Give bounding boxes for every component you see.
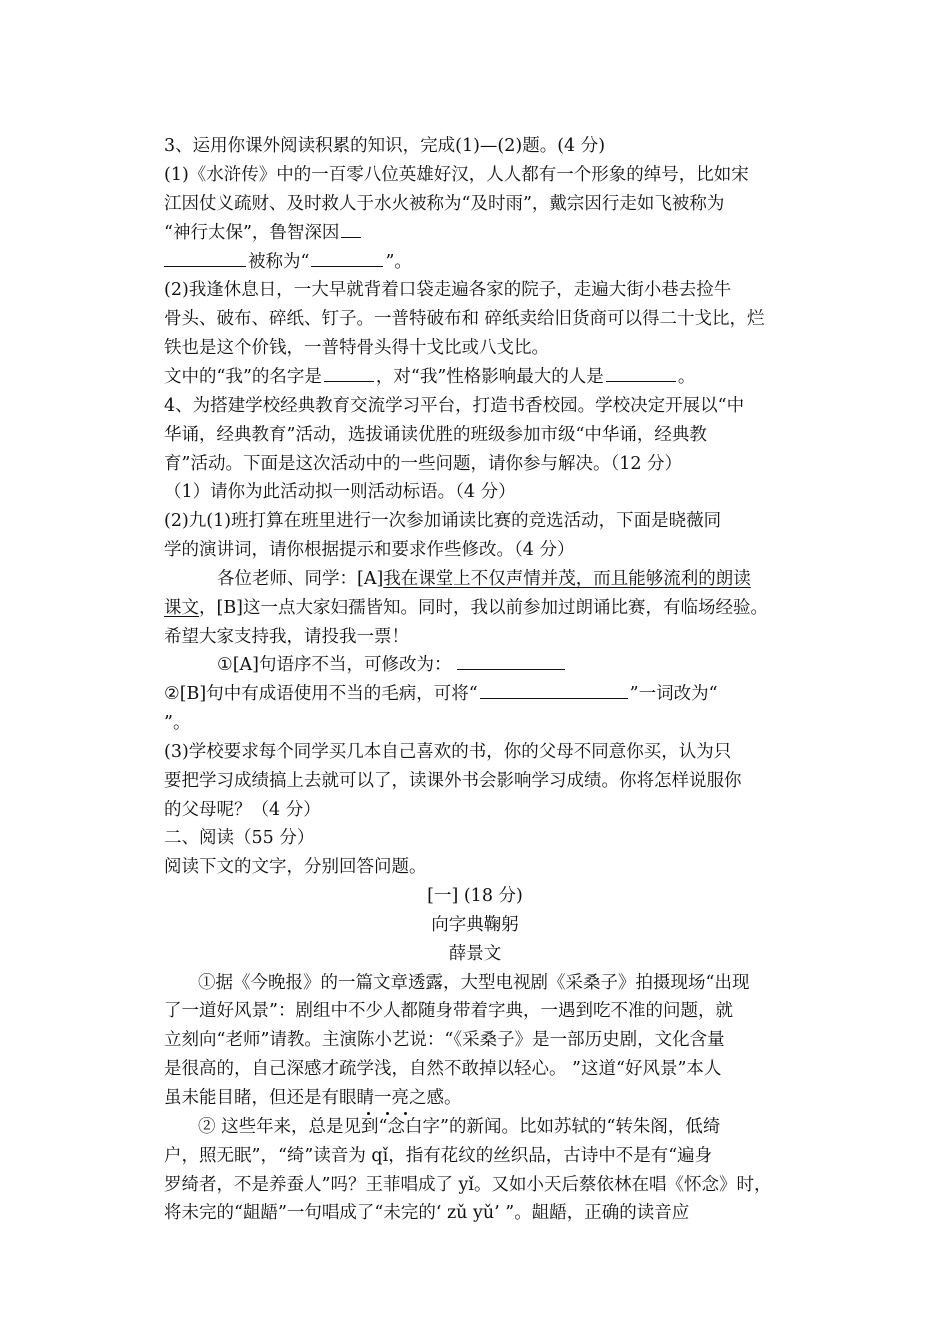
article-author: 薛景文 [448,944,502,964]
q3-p1-text: “神行太保”，鲁智深因 [164,223,340,243]
q4-line: 育”活动。下面是这次活动中的一些问题，请你参与解决。（12 分） [164,454,683,474]
q4-sub2-line: 学的演讲词，请你根据提示和要求作些修改。（4 分） [164,540,575,560]
article-title: 向字典鞠躬 [431,915,519,935]
para2-line: ② 这些年来，总是见到“念白字”的新闻。比如苏轼的“转朱阁，低绮 [198,1117,721,1137]
speech-line [217,565,751,594]
q3-p1-line: 江因仗义疏财、及时救人于水火被称为“及时雨”，戴宗因行走如飞被称为 [164,194,725,214]
q3-p1-line [164,219,363,248]
para1-line: 虽未能目睹，但还是有眼睛一亮之感。 [164,1088,462,1108]
answer-blank[interactable] [311,248,383,267]
answer-blank[interactable] [457,651,565,670]
answer-blank[interactable] [164,248,246,267]
q4-sub3-line: (3)学校要求每个同学买几本自己喜欢的书，你的父母不同意你买，认为只 [164,742,732,762]
q4-fix2 [164,680,718,709]
q4-fix1 [217,651,567,680]
speech-sentence-a-end: 课文 [164,598,199,618]
speech-sentence-a: 我在课堂上不仅声情并茂，而且能够流利的朗读 [383,569,751,589]
fix2-text: ②[B]句中有成语使用不当的毛病，可将“ [164,684,478,704]
answer-blank[interactable] [480,680,628,699]
q4-sub1: （1）请你为此活动拟一则活动标语。（4 分） [164,482,516,502]
para2-line: 户，照无眠”，“绮”读音为 qǐ，指有花纹的丝织品，古诗中不是有“遍身 [164,1146,713,1166]
speech-line [164,594,768,623]
part-title: [一] (18 分) [427,886,523,906]
para2-line: 将未完的“龃龉”一句唱成了“未完的‘ zǔ yǔ’ ”。龃龉，正确的读音应 [164,1203,690,1223]
answer-blank[interactable] [324,363,374,382]
q3-p1-text: ”。 [385,252,412,272]
section-heading: 二、阅读（55 分） [164,828,315,848]
q4-sub3-line: 的父母呢？（4 分） [164,800,321,820]
speech-line: 希望大家支持我，请投我一票！ [164,627,409,647]
q4-line: 4、为搭建学校经典教育交流学习平台，打造书香校园。学校决定开展以“中 [164,396,745,416]
answer-blank[interactable] [606,363,676,382]
para1-line: ①据《今晚报》的一篇文章透露，大型电视剧《采桑子》拍摄现场“出现 [198,973,750,993]
q3-stem: 3、运用你课外阅读积累的知识，完成(1)—(2)题。(4 分) [164,136,606,156]
speech-text: 各位老师、同学：[A] [217,569,384,589]
q3-p2-line: (2)我逢休息日，一大早就背着口袋走遍各家的院子，走遍大街小巷去捡牛 [164,280,732,300]
q3-p1-text: 被称为“ [248,252,310,272]
q3-p1-line [164,248,412,277]
q3-p1-line: (1)《水浒传》中的一百零八位英雄好汉，人人都有一个形象的绰号，比如宋 [164,165,749,185]
q3-p2-text: ，对“我”性格影响最大的人是 [375,367,604,387]
fix2-text: ”一词改为“ [629,684,718,704]
para1-line: 是很高的，自己深感才疏学浅，自然不敢掉以轻心。 ”这道“好风景”本人 [164,1059,722,1079]
q3-p2-text: 。 [677,367,696,387]
para2-line: 罗绮者，不是养蚕人”吗？王菲唱成了 yǐ。又如小天后蔡依林在唱《怀念》时， [164,1175,772,1195]
q3-p2-question [164,363,695,392]
answer-blank[interactable] [341,219,361,238]
q4-line: 华诵，经典教育”活动，选拔诵读优胜的班级参加市级“中华诵，经典教 [164,425,707,445]
q4-fix2-end: ”。 [164,713,191,733]
para1-line: 了一道好风景”：剧组中不少人都随身带着字典，一遇到吃不准的问题，就 [164,1001,733,1021]
para1-line: 立刻向“老师”请教。主演陈小艺说：“《采桑子》是一部历史剧，文化含量 [164,1030,725,1050]
q3-p2-line: 骨头、破布、碎纸、钉子。一普特破布和 碎纸卖给旧货商可以得二十戈比，烂 [164,309,765,329]
q4-sub2-line: (2)九(1)班打算在班里进行一次参加诵读比赛的竞选活动，下面是晓薇同 [164,511,722,531]
q3-p2-text: 文中的“我”的名字是 [164,367,322,387]
fix1-text: ①[A]句语序不当，可修改为： [217,655,452,675]
q4-sub3-line: 要把学习成绩搞上去就可以了，读课外书会影响学习成绩。你将怎样说服你 [164,771,742,791]
section-instruction: 阅读下文的文字，分别回答问题。 [164,857,427,877]
speech-text: ，[B]这一点大家妇孺皆知。同时，我以前参加过朗诵比赛，有临场经验。 [199,598,769,618]
q3-p2-line: 铁也是这个价钱，一普特骨头得十戈比或八戈比。 [164,338,549,358]
